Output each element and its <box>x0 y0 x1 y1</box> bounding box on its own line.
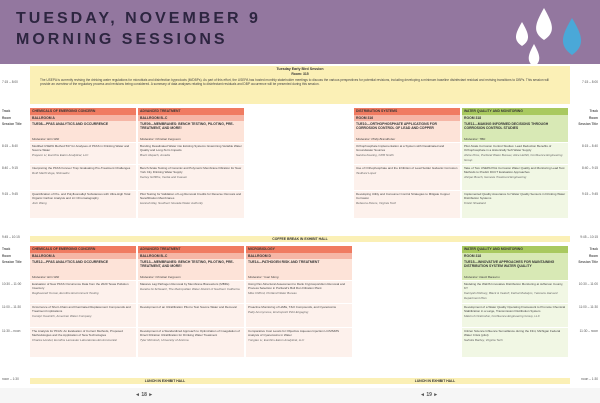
talk-cell <box>462 165 568 190</box>
talk-title: Implemented Quality Assurance for Water Quality Sensors in Drinking Water Distribution Systems <box>464 192 566 201</box>
talk-author: Ahnjao Bosch, Genesis Treatment Engineering <box>464 175 527 180</box>
moderator: Moderator: Philip Brandhuber <box>354 137 460 142</box>
lunch-band <box>30 378 570 384</box>
talk-cell <box>30 165 136 190</box>
talk-cell <box>462 304 568 327</box>
moderator: Moderator: TBD <box>462 137 568 142</box>
talk-cell <box>30 328 136 357</box>
lunch-row <box>0 376 600 386</box>
session-title: TUE13—MEMBRANES: BENCH TESTING, PILOTING, PRE-TREATMENT, AND MORE! <box>138 259 244 275</box>
time-right: noon – 1:30 <box>581 377 598 381</box>
time-right: 10:30 – 11:00 <box>578 282 598 286</box>
page-number-right: ◄ 19 ► <box>420 392 439 398</box>
talk-author: Ruth Marfil-Vega, Shimadzu <box>32 171 70 176</box>
track-header: MICROBIOLOGY <box>246 246 352 253</box>
session-title <box>354 259 460 275</box>
row-label-right: Session Title <box>578 260 598 264</box>
room-header: BALLROOM A <box>30 115 136 121</box>
talk-author: Prayson LI, Eurofins Eaton Analytical, LLC <box>32 153 89 158</box>
talk-author: Sahidia Bartley, Virginia Tech <box>464 338 503 343</box>
time-left: 8:15 – 8:40 <box>2 144 18 148</box>
track-header: DISTRIBUTION SYSTEMS <box>354 108 460 115</box>
talk-cell <box>138 165 244 190</box>
track-header: CHEMICALS OF EMERGING CONCERN <box>30 246 136 253</box>
talk-cell <box>462 191 568 218</box>
talk-title: Modified USEPA Method 537 for Analyses of PFAS in Drinking Water and Source Water <box>32 144 130 153</box>
talk-author: Tasthani Lopez <box>356 171 377 176</box>
time-right: 8:40 – 9:15 <box>582 166 598 170</box>
session-title: TUE12—PFAS ANALYTICS AND OCCURRENCE <box>30 259 136 275</box>
early-bird-title: Tuesday Early Bird Session <box>276 67 324 71</box>
talk-title: Bonding Desalinated Water into Existing Systems: Examining Variable Water Quality and Long-Term Impacts <box>140 144 242 153</box>
room-header <box>354 253 460 259</box>
talk-author: Mike Clifford, Portland Water Bureau <box>248 291 297 296</box>
talk-author: Brent Alspach, Arcadis <box>140 153 171 158</box>
row-label-right: Track <box>589 247 598 251</box>
early-bird-row <box>0 66 600 106</box>
row-label-right: Session Title <box>578 122 598 126</box>
talk-author: Yongtao Li, Eurofins Eaton Analytical, LLC <box>248 338 305 343</box>
moderator: Moderator: David Barasmo <box>462 275 568 280</box>
row-label-left: Room <box>2 116 12 120</box>
room-header: BALLROOM D <box>246 253 352 259</box>
talk-cell <box>138 304 244 327</box>
talk-author: Dandra Gi Schwartz, The Metropolitan Water District of Southern California <box>140 287 240 292</box>
lunch-label-right: LUNCH IN EXHIBIT HALL <box>414 379 456 383</box>
talk-author: Sandra Kearing, CPM Smith <box>356 153 394 158</box>
row-label-right: Room <box>588 254 598 258</box>
time-left: 10:30 – 11:00 <box>2 282 22 286</box>
time-right: 9:45 – 10:15 <box>580 235 598 239</box>
room-header: ROOM 318 <box>462 115 568 121</box>
session-title: TUE09—MEMBRANES: BENCH TESTING, PILOTING, PRE-TREATMENT, AND MORE! <box>138 121 244 137</box>
talk-title: Modeling the WaNS Innovative Distribution Monitoring at Jefferson County, KY <box>464 282 564 291</box>
talk-title: Bench-Scale Testing of Ceramic and Polymeric Membrane Filtration for New York City Drinking Water Supply <box>140 166 242 175</box>
row-label-left: Track <box>2 247 11 251</box>
row-label-left: Room <box>2 254 12 258</box>
early-bird-session <box>30 66 570 104</box>
track-header: CHEMICALS OF EMERGING CONCERN <box>30 108 136 115</box>
session-title: TUE14—PATHOGEN RISK AND TREATMENT <box>246 259 352 275</box>
talk-cell <box>30 304 136 327</box>
page-title-line2: MORNING SESSIONS <box>16 31 228 48</box>
row-label-left: Session Title <box>2 122 22 126</box>
track-header <box>246 108 352 115</box>
talk-cell <box>138 328 244 357</box>
track-header: ADVANCED TREATMENT <box>138 108 244 115</box>
talk-author: Kamlyah Fitzburg, Black & Veatch; Farhat Mukaiym, Yeterans Harvard Department Plan <box>464 291 558 300</box>
moderator: Moderator: Yuan Meng <box>246 275 352 280</box>
talk-title: Quantification of Pre- and Polyfluoroalkyl Substances with Ultra-High Total Organic Carbon Analysis and LC Chromatography <box>32 192 131 201</box>
row-label-left: Session Title <box>2 260 22 264</box>
talk-cell <box>246 304 352 327</box>
lunch-label-left: LUNCH IN EXHIBIT HALL <box>144 379 186 383</box>
talk-cell <box>462 281 568 303</box>
room-header: ROOM 318 <box>462 253 568 259</box>
time-left: 11:30 – noon <box>2 329 21 333</box>
talk-title: Interpreting the PFAS Forever Trap: Evaluating Pre-Treatment Challenges <box>32 166 131 170</box>
talk-author: Tyler McIntosh, University of Arizona <box>140 338 189 343</box>
talk-title: Occurrence of Short-Chain and Fluorinated Replacement Compounds and Treatment Implications <box>32 305 131 314</box>
track-header: WATER QUALITY AND MONITORING <box>462 246 568 253</box>
time-right: 11:30 – noon <box>579 329 598 333</box>
talk-author: Charles Henkel, Eurofins Lancaster Laboratories Environmental <box>32 338 117 343</box>
moderator: Moderator: Erin Wilk <box>30 137 136 142</box>
row-label-right: Track <box>589 109 598 113</box>
talk-cell <box>138 281 244 303</box>
talk-cell <box>30 143 136 164</box>
time-right: 7:15 – 8:00 <box>582 80 598 84</box>
time-right: 9:15 – 9:45 <box>582 192 598 196</box>
time-left: 7:15 – 8:00 <box>2 80 18 84</box>
talk-author: Jixin Wang <box>32 201 47 206</box>
moderator: Moderator: Christian Ferguson <box>138 275 244 280</box>
track-header: WATER QUALITY AND MONITORING <box>462 108 568 115</box>
talk-cell <box>354 191 460 218</box>
room-header: ROOM 316 <box>354 115 460 121</box>
page-number-left: ◄ 18 ► <box>135 392 154 398</box>
row-label-left: Track <box>2 109 11 113</box>
talk-author: Rebecca Peters, Virginia Tech <box>356 201 397 206</box>
early-bird-description: The USEPA is currently revising the drinking water regulations for microbials and disinfection byproducts (M/DBPs). As part of this effort, the USEPA has hosted monthly stakeholder meetings to discuss the various perspectives for potential revisions, including developing a minimum baseline disinfectant residual and revising transitions to DBPs. This session will provide an overview of the regulatory process and revisions being considered. A summary of data analyses relating to disinfectant residuals and DBP occurrence will be presented during this session. <box>40 78 549 87</box>
room-header: BALLROOM B–C <box>138 115 244 121</box>
time-left: 9:15 – 9:45 <box>2 192 18 196</box>
talk-title: Development of an Ultrafiltration Pilot to Test Source Water and Removal <box>140 305 237 309</box>
talk-author: Carolyn Kaunitch, American Water Company <box>32 314 92 319</box>
talk-title: Proactive Monitoring of HABs, T&O Compounds, and Cyanotoxins <box>248 305 336 309</box>
room-header <box>246 115 352 121</box>
row-label-right: Room <box>588 116 598 120</box>
early-bird-room: Room: 315 <box>291 72 309 76</box>
page-title-line1: TUESDAY, NOVEMBER 9 <box>16 10 261 27</box>
talk-cell <box>138 191 244 218</box>
talk-author: Kristin Shealand <box>464 201 486 206</box>
talk-cell <box>138 143 244 164</box>
talk-author: Raghavendr Kumar, Eurofins Environment Testing <box>32 291 99 296</box>
room-header: BALLROOM A <box>30 253 136 259</box>
talk-author: Hannah Ray, Southern Nevada Water Authority <box>140 201 203 206</box>
talk-title: Use of Orthophosphate and the Inhibition of Lead Solder Galvanic Corrosion <box>356 166 458 170</box>
talk-cell <box>30 191 136 218</box>
talk-cell <box>246 281 352 303</box>
talk-cell <box>462 328 568 357</box>
coffee-break-row <box>0 235 600 243</box>
time-left: 9:45 – 10:15 <box>2 235 20 239</box>
time-right: 11:00 – 11:30 <box>578 305 598 309</box>
talk-author: Kenley Griffiths, Veolia and Cassen <box>140 175 188 180</box>
talk-title: Orthophosphate Implementation at a System with Desalinated and Groundwater Sources <box>356 144 445 153</box>
talk-title: The Analysis for PFAS: An Evaluation of Current Methods, Proposed Methodologies and the Application of New Technologies <box>32 329 123 338</box>
talk-author: Ahnie Price, Portland Water Bureau; Alice Helhlit, Confluence Engineering Group <box>464 153 563 162</box>
session-title: TUE11—MAKING INFORMED DECISIONS THROUGH CORROSION CONTROL STUDIES <box>462 121 568 137</box>
talk-author: Patty Anonymous, Enviropoint Pilot Engaging <box>248 310 309 315</box>
coffee-break-label: COFFEE BREAK IN EXHIBIT HALL <box>30 236 570 242</box>
talk-cell <box>462 143 568 164</box>
talk-title: Pilot Testing for Validation of Log Removal Credits for Reverse Osmosis and Nanofiltration Membranes <box>140 192 242 201</box>
page-footer <box>0 388 600 403</box>
talk-title: Massive Lag Pathogen Removal by Membrane Bioreactors (MBRs) <box>140 282 230 286</box>
talk-title: Evaluation of New PFAS Occurrence Data from the 2020 Texas Pollution Inventory <box>32 282 129 291</box>
room-header: BALLROOM B–C <box>138 253 244 259</box>
track-header: ADVANCED TREATMENT <box>138 246 244 253</box>
talk-cell <box>354 165 460 190</box>
time-left: noon – 1:30 <box>2 377 19 381</box>
talk-author: Makmuh Orabrohar, Confluence Engineering Group, LLC <box>464 314 540 319</box>
talk-cell <box>246 328 352 357</box>
talk-title: Take of Two USEPA Pilot Corrosion Water Quality and Monitoring Lead Test Methods to Predict DCCT Evaluation Approaches <box>464 166 565 175</box>
talk-title: Comparative Cost Levels for Objective Aqueous Injection LC/MS/MS Analysis of Cyanotoxins in Water <box>248 329 340 338</box>
session-title: TUE15—INNOVATIVE APPROACHES FOR MAINTAINING DISTRIBUTION SYSTEM WATER QUALITY <box>462 259 568 275</box>
session-title <box>246 121 352 137</box>
session-title: TUE10—ORTHOPHOSPHATE APPLICATIONS FOR CORROSION CONTROL OF LEAD AND COPPER <box>354 121 460 137</box>
moderator: Moderator: Christian Ferguson <box>138 137 244 142</box>
time-right: 8:15 – 8:40 <box>582 144 598 148</box>
talk-title: Using Pan-Structural Assessment to Rank Cryptosporidium Removal and Process Selection in Portland's Bull Run Filtration Plant <box>248 282 346 291</box>
track-header <box>354 246 460 253</box>
talk-title: Development of a Water Quality Operating Framework to Promote Chemical Stabilization in a Large, Transmission Distribution System <box>464 305 566 314</box>
talk-title: Developing Utility and Consumer Control Strategies to Mitigate Copper Corrosion <box>356 192 450 201</box>
talk-title: Pilot-Scale Corrosion Control Studies: Lead Reduction Benefits of Orthophosphate in a Historically Soft Water Supply <box>464 144 552 153</box>
time-left: 11:00 – 11:30 <box>2 305 22 309</box>
talk-cell <box>354 143 460 164</box>
time-left: 8:40 – 9:15 <box>2 166 18 170</box>
talk-title: Development of a Standardized Approach to Optimization of Coagulation of Direct Filtration Ultrafiltration for Drinking Water Treatment <box>140 329 240 338</box>
talk-title: Citizen Science Influence Surveillance during the Flint, Michigan Federal Water Crisis (pilot) <box>464 329 561 338</box>
talk-cell <box>30 281 136 303</box>
moderator: Moderator: Erin Wilk <box>30 275 136 280</box>
session-title: TUE08—PFAS ANALYTICS AND OCCURRENCE <box>30 121 136 137</box>
